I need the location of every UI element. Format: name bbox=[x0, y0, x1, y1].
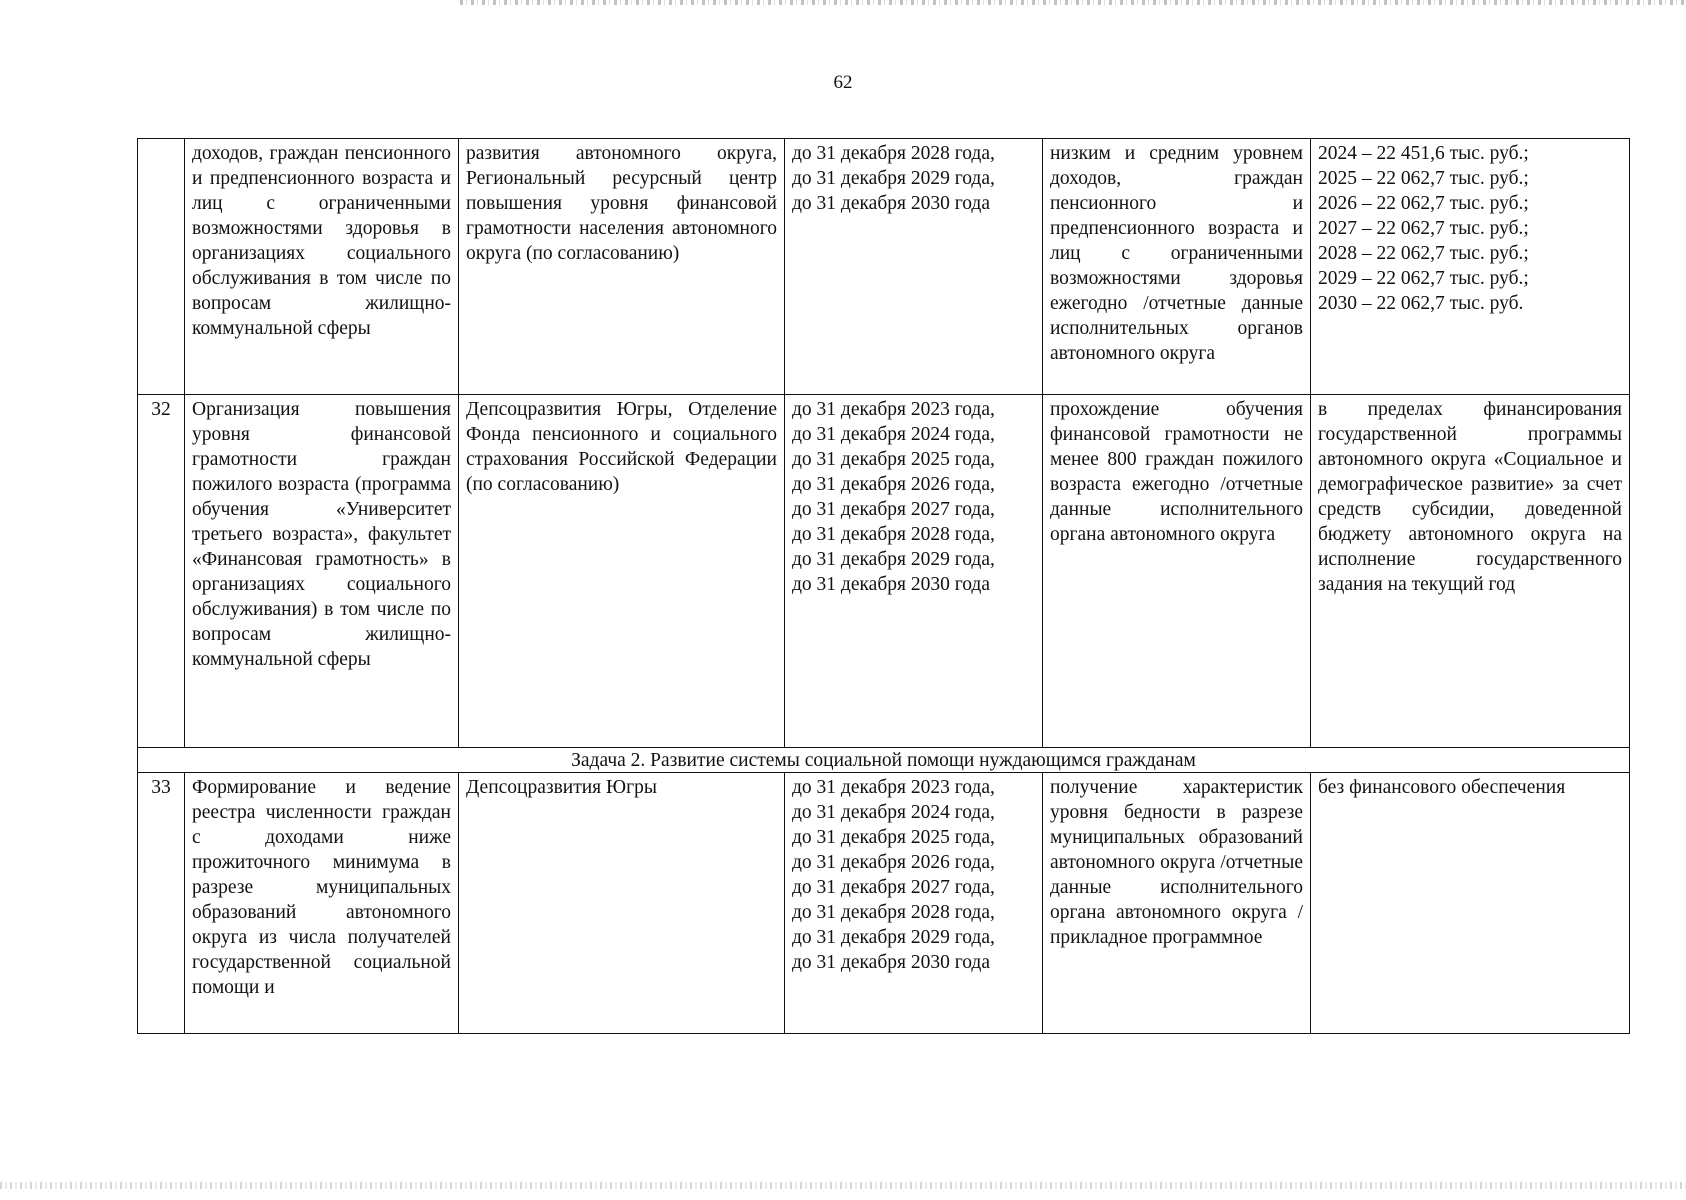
deadline: до 31 декабря 2028 года, bbox=[792, 902, 995, 923]
measures-table bbox=[137, 138, 1630, 1034]
executors-cell: Депсоцразвития Югры, Отделение Фонда пенсионного и социального страхования Российской Федерации (по согласованию) bbox=[459, 395, 785, 748]
financing-line: 2027 – 22 062,7 тыс. руб.; bbox=[1318, 218, 1529, 239]
deadline: до 31 декабря 2027 года, bbox=[792, 499, 995, 520]
executors-cell: Депсоцразвития Югры bbox=[459, 773, 785, 1034]
deadline: до 31 декабря 2030 года bbox=[792, 574, 990, 595]
financing-line: 2030 – 22 062,7 тыс. руб. bbox=[1318, 293, 1524, 314]
scan-edge-top bbox=[460, 0, 1686, 5]
deadlines-cell bbox=[785, 139, 1043, 395]
financing-cell: в пределах финансирования государственной программы автономного округа «Социальное и демографическое развитие» за счет средств субсидии, доведенной бюджету автономного округа на исполнение государственного задания на текущий год bbox=[1311, 395, 1630, 748]
deadline: до 31 декабря 2024 года, bbox=[792, 424, 995, 445]
deadlines-cell bbox=[785, 773, 1043, 1034]
executors-cell: развития автономного округа, Региональный ресурсный центр повышения уровня финансовой грамотности населения автономного округа (по согласованию) bbox=[459, 139, 785, 395]
scan-edge-bottom bbox=[0, 1182, 1686, 1189]
financing-cell bbox=[1311, 139, 1630, 395]
task-header-row bbox=[138, 748, 1630, 773]
measure-cell: Формирование и ведение реестра численности граждан с доходами ниже прожиточного минимума в разрезе муниципальных образований автономного округа из числа получателей государственной социальной помощи и bbox=[185, 773, 459, 1034]
row-number bbox=[138, 139, 185, 395]
page-number: 62 bbox=[833, 72, 853, 93]
deadline: до 31 декабря 2028 года, bbox=[792, 143, 995, 164]
deadline: до 31 декабря 2025 года, bbox=[792, 827, 995, 848]
financing-line: 2028 – 22 062,7 тыс. руб.; bbox=[1318, 243, 1529, 264]
measure-cell: Организация повышения уровня финансовой грамотности граждан пожилого возраста (программа обучения «Университет третьего возраста», факультет «Финансовая грамотность» в организациях социального обслуживания) в том числе по вопросам жилищно-коммунальной сферы bbox=[185, 395, 459, 748]
deadline: до 31 декабря 2024 года, bbox=[792, 802, 995, 823]
financing-line: 2024 – 22 451,6 тыс. руб.; bbox=[1318, 143, 1529, 164]
deadline: до 31 декабря 2030 года bbox=[792, 193, 990, 214]
financing-line: 2029 – 22 062,7 тыс. руб.; bbox=[1318, 268, 1529, 289]
deadline: до 31 декабря 2023 года, bbox=[792, 399, 995, 420]
deadline: до 31 декабря 2023 года, bbox=[792, 777, 995, 798]
deadline: до 31 декабря 2028 года, bbox=[792, 524, 995, 545]
financing-line: 2025 – 22 062,7 тыс. руб.; bbox=[1318, 168, 1529, 189]
table-row bbox=[138, 139, 1630, 395]
deadline: до 31 декабря 2029 года, bbox=[792, 549, 995, 570]
deadlines-cell bbox=[785, 395, 1043, 748]
result-cell: низким и средним уровнем доходов, граждан пенсионного и предпенсионного возраста и лиц с ограниченными возможностями здоровья ежегодно /отчетные данные исполнительных органов автономного округа bbox=[1043, 139, 1311, 395]
financing-line: 2026 – 22 062,7 тыс. руб.; bbox=[1318, 193, 1529, 214]
row-number: 32 bbox=[138, 395, 185, 748]
financing-cell: без финансового обеспечения bbox=[1311, 773, 1630, 1034]
result-cell: получение характеристик уровня бедности в разрезе муниципальных образований автономного округа /отчетные данные исполнительного органа автономного округа /прикладное программное bbox=[1043, 773, 1311, 1034]
deadline: до 31 декабря 2026 года, bbox=[792, 474, 995, 495]
deadline: до 31 декабря 2030 года bbox=[792, 952, 990, 973]
deadline: до 31 декабря 2026 года, bbox=[792, 852, 995, 873]
deadline: до 31 декабря 2025 года, bbox=[792, 449, 995, 470]
task-header: Задача 2. Развитие системы социальной помощи нуждающимся гражданам bbox=[138, 748, 1630, 773]
measure-cell: доходов, граждан пенсионного и предпенсионного возраста и лиц с ограниченными возможностями здоровья в организациях социального обслуживания в том числе по вопросам жилищно-коммунальной сферы bbox=[185, 139, 459, 395]
table-row bbox=[138, 395, 1630, 748]
table-row bbox=[138, 773, 1630, 1034]
deadline: до 31 декабря 2029 года, bbox=[792, 168, 995, 189]
result-cell: прохождение обучения финансовой грамотности не менее 800 граждан пожилого возраста ежегодно /отчетные данные исполнительного органа автономного округа bbox=[1043, 395, 1311, 748]
deadline: до 31 декабря 2029 года, bbox=[792, 927, 995, 948]
row-number: 33 bbox=[138, 773, 185, 1034]
deadline: до 31 декабря 2027 года, bbox=[792, 877, 995, 898]
